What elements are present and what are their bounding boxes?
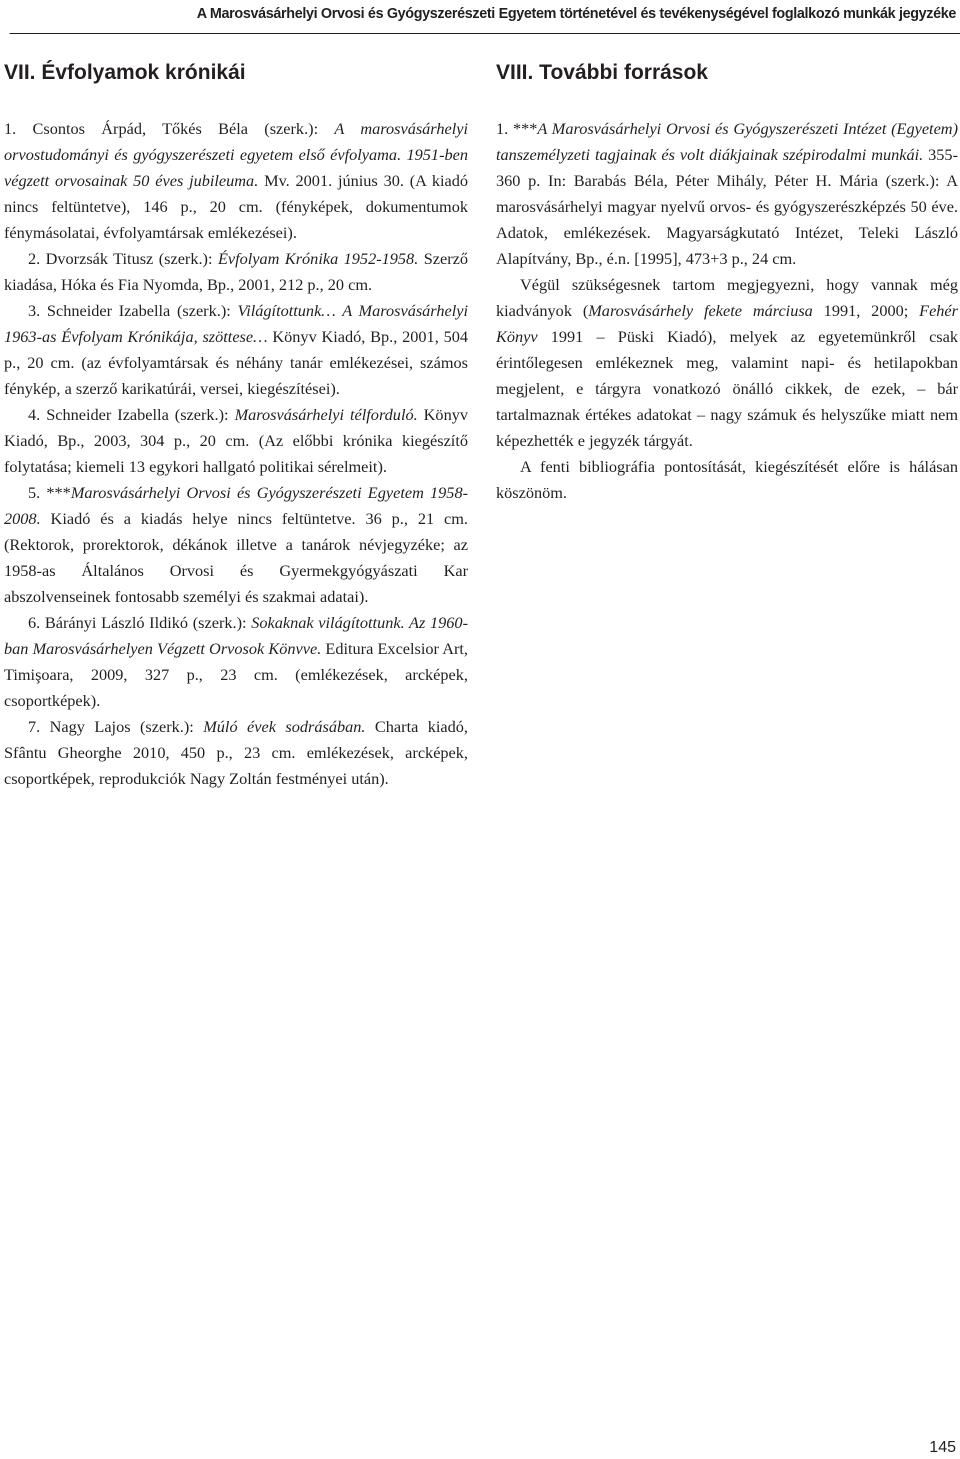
paragraph: Végül szükségesnek tartom megjegyezni, hogy vannak még kiadványok (Marosvásárhely fekete márciusa 1991, 2000; Fehér Könyv 1991 – Püski Kiadó), melyek az egyetemünkről csak érintőlegesen emlékeznek meg, valamint napi- és hetilapokban megjelent, e tárgyra vonatkozó önálló cikkek, de ezek, – bár tartalmaznak értékes adatokat – nagy számuk és helyszűke miatt nem képezhették e jegyzék tárgyát. (496, 275, 958, 450)
list-item: 1. ***A Marosvásárhelyi Orvosi és Gyógyszerészeti Intézet (Egyetem) tanszemélyzeti tagjainak és volt diákjainak szépirodalmi munkái. 355- 360 p. In: Barabás Béla, Péter Mihály, Péter H. Mária (szerk.): A marosvásárhelyi magyar nyelvű orvos- és gyógyszerészképzés 50 éve. Adatok, emlékezések. Magyarságkutató Intézet, Teleki László Alapítvány, Bp., é.n. [1995], 473+3 p., 24 cm. (496, 119, 958, 268)
section-title-vii: VII. Évfolyamok krónikái (4, 61, 246, 84)
section-title-viii: VIII. További források (496, 61, 708, 84)
right-column (496, 58, 958, 506)
page-number: 145 (929, 1439, 956, 1456)
left-column (4, 58, 468, 792)
list-item: 6. Bárányi László Ildikó (szerk.): Sokaknak világítottunk. Az 1960-ban Marosvásárhelyen Végzett Orvosok Könvve. Editura Excelsior Art, Timişoara, 2009, 327 p., 23 cm. (emlékezések, arcképek, csoportképek). (4, 613, 468, 710)
list-item: 2. Dvorzsák Titusz (szerk.): Évfolyam Krónika 1952-1958. Szerző kiadása, Hóka és Fia Nyomda, Bp., 2001, 212 p., 20 cm. (4, 249, 468, 294)
list-item: 5. ***Marosvásárhelyi Orvosi és Gyógyszerészeti Egyetem 1958-2008. Kiadó és a kiadás helye nincs feltüntetve. 36 p., 21 cm.(Rektorok, prorektorok, dékánok illetve a tanárok névjegyzéke; az 1958-as Általános Orvosi és Gyermekgyógyászati Kar abszolvenseinek fontosabb személyi és szakmai adatai). (4, 483, 469, 606)
paragraph: A fenti bibliográfia pontosítását, kiegészítését előre is hálásan köszönöm. (496, 457, 958, 502)
running-header-title: A Marosvásárhelyi Orvosi és Gyógyszerészeti Egyetem történetével és tevékenységével foglalkozó munkák jegyzéke (196, 6, 957, 22)
list-item: 4. Schneider Izabella (szerk.): Marosvásárhelyi télforduló. Könyv Kiadó, Bp., 2003, 304 p., 20 cm. (Az előbbi krónika kiegészítő folytatása; kiemeli 13 egykori hallgató politikai sérelmeit). (4, 405, 468, 476)
list-item: 3. Schneider Izabella (szerk.): Világítottunk… A Marosvásárhelyi 1963-as Évfolyam Krónikája, szöttese… Könyv Kiadó, Bp., 2001, 504 p., 20 cm. (az évfolyamtársak és néhány tanár emlékezései, számos fénykép, a szerző karikatúrái, versei, kiegészítései). (4, 301, 468, 398)
list-item: 7. Nagy Lajos (szerk.): Múló évek sodrásában. Charta kiadó, Sfântu Gheorghe 2010, 450 p., 23 cm. emlékezések, arcképek, csoportképek, reprodukciók Nagy Zoltán festményei után). (4, 717, 469, 788)
running-header (10, 0, 960, 34)
list-item: 1. Csontos Árpád, Tőkés Béla (szerk.): A marosvásárhelyi orvostudományi és gyógyszerészeti egyetem első évfolyama. 1951-ben végzett orvosainak 50 éves jubileuma. Mv. 2001. június 30. (A kiadó nincs feltüntetve), 146 p., 20 cm. (fényképek, dokumentumok fénymásolatai, évfolyamtársak emlékezései). (4, 119, 468, 242)
